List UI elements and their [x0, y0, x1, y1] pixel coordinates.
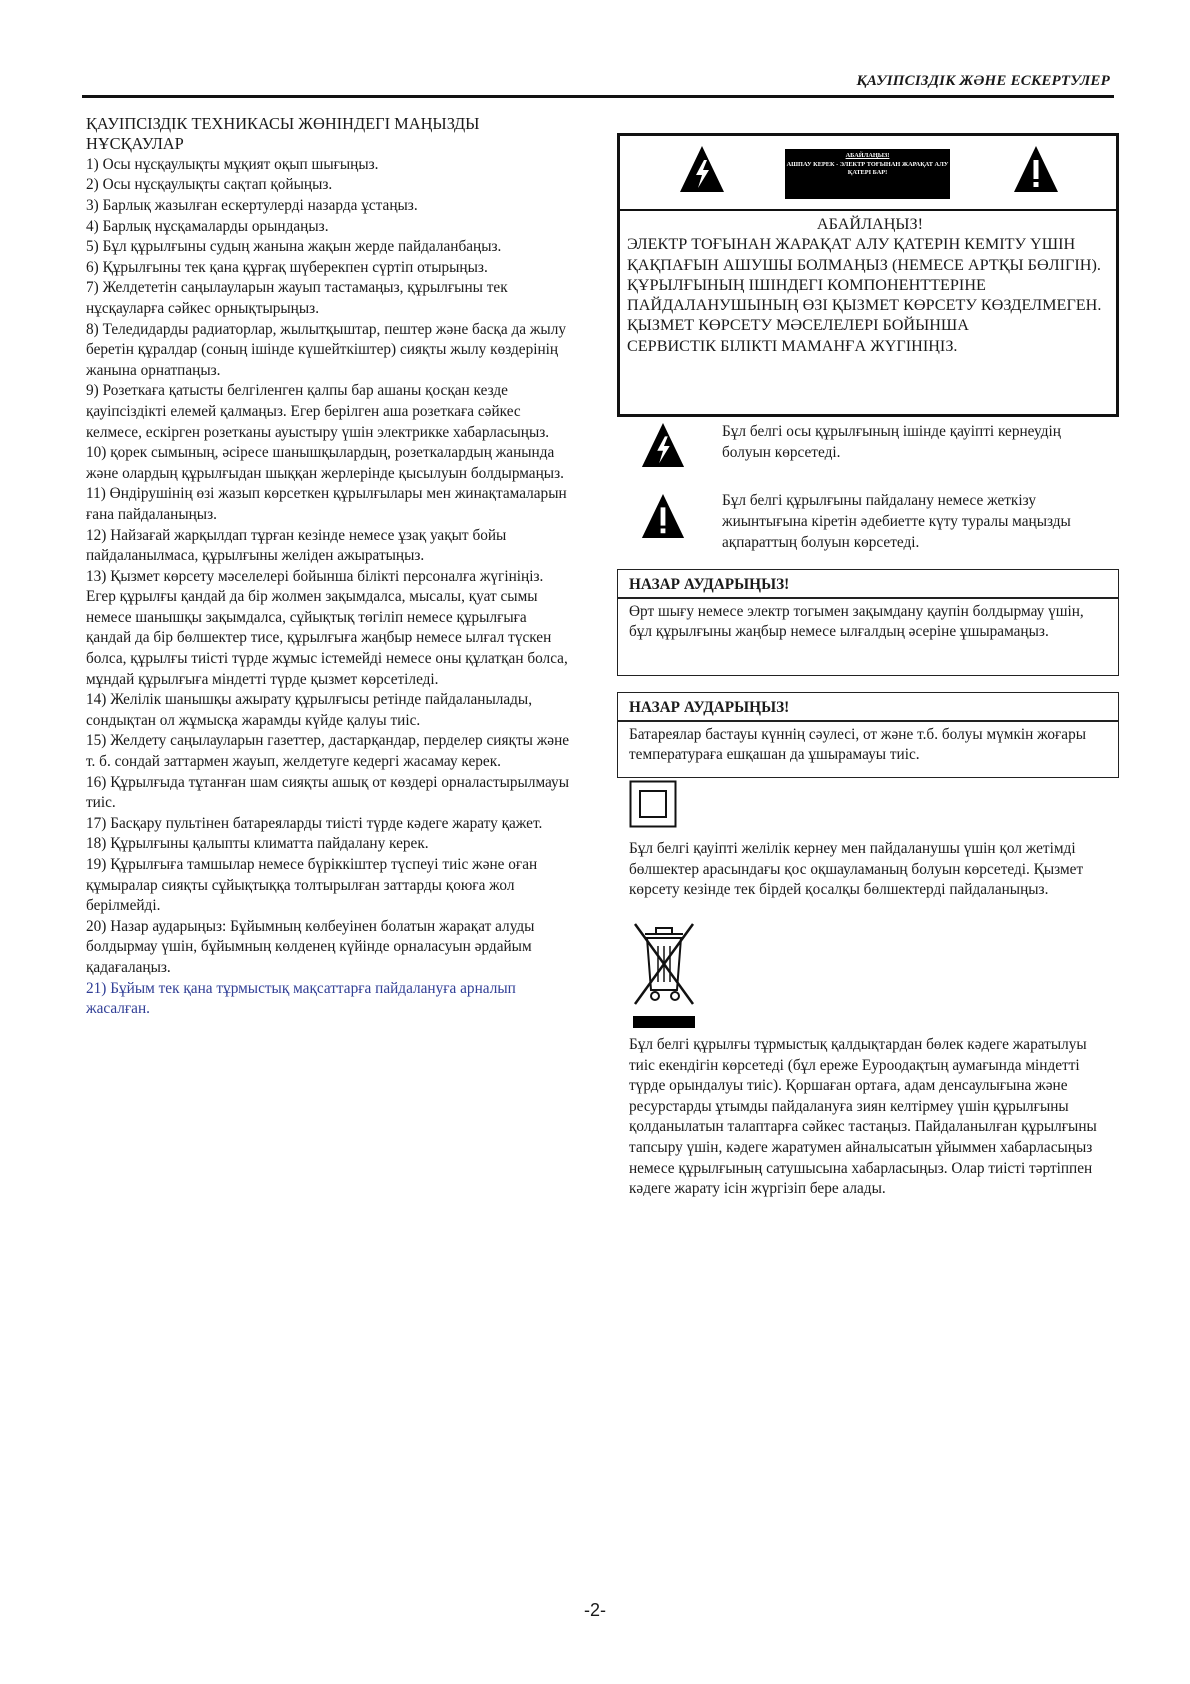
instruction-item: 9) Розеткаға қатысты белгіленген қалпы бар ашаны қосқан кезде қауіпсіздікті елемей қалмаңыз. Егер берілген аша розеткаға сәйкес келмесе, ескірген розетканы ауыстыру үшін электрикке хабарласыңыз.: [86, 382, 550, 441]
page-number: -2-: [584, 1600, 606, 1620]
caution-line: СЕРВИСТІК БІЛІКТІ МАМАНҒА ЖҮГІНІҢІЗ.: [627, 336, 958, 355]
caution-line: ҚҰРЫЛҒЫНЫҢ ІШІНДЕГІ КОМПОНЕНТТЕРІНЕ ПАЙДАЛАНУШЫНЫҢ ӨЗІ ҚЫЗМЕТ КӨРСЕТУ КӨЗДЕЛМЕГЕН. ҚЫЗМЕТ КӨРСЕТУ МӘСЕЛЕЛЕРІ БОЙЫНША: [627, 275, 1102, 335]
crossed-bin-icon: [629, 920, 699, 1030]
caution-label-title: АБАЙЛАҢЫЗ!: [845, 152, 890, 159]
notice-text: Батареялар бастауы күннің сәулесі, от және т.б. болуы мүмкін жоғары температураға ешқашан да ұшырамауы тиіс.: [629, 725, 1087, 764]
notice-box-batteries: [617, 692, 1119, 778]
exclamation-warning-icon: [1012, 144, 1060, 194]
instruction-item: 13) Қызмет көрсету мәселелері бойынша білікті персоналға жүгініңіз. Егер құрылғы қандай да бір жолмен зақымдалса, мысалы, қуат сымы немесе шанышқы зақымдалса, сұйықтық төгіліп немесе құрылғыға қандай да бір бөлшектер тисе, құрылғыға жаңбыр немесе ылғал түскен болса, құрылғы тиісті түрде жұмыс істемейді немесе оны құлатқан болса, мұндай құрылғыға міндетті түрде қызмет көрсетіледі.: [86, 567, 568, 688]
instruction-item-household-use: 21) Бұйым тек қана тұрмыстық мақсаттарға пайдалануға арналып жасалған.: [86, 979, 516, 1018]
instruction-item: 1) Осы нұсқаулықты мұқият оқып шығыңыз.: [86, 155, 379, 173]
lightning-symbol-text: Бұл белгі осы құрылғының ішінде қауіпті кернеудің болуын көрсетеді.: [722, 423, 1061, 462]
lightning-warning-icon: [678, 144, 726, 194]
caution-box-symbol-row: [620, 136, 1116, 209]
caution-box: [617, 133, 1119, 417]
instruction-item: 5) Бұл құрылғыны судың жанына жақын жерде пайдаланбаңыз.: [86, 238, 502, 256]
instruction-item: 14) Желілік шанышқы ажырату құрылғысы ретінде пайдаланылады, сондықтан ол жұмысқа жарамды күйде қалуы тиіс.: [86, 691, 533, 729]
notice-text: Өрт шығу немесе электр тогымен зақымдану қаупін болдырмау үшін, бұл құрылғыны жаңбыр немесе ылғалдың әсеріне ұшырамаңыз.: [629, 602, 1084, 641]
instruction-item: 6) Құрылғыны тек қана құрғақ шүберекпен сүртіп отырыңыз.: [86, 258, 488, 276]
instruction-item: 3) Барлық жазылған ескертулерді назарда ұстаңыз.: [86, 197, 418, 214]
instruction-item: 11) Өндірушінің өзі жазып көрсеткен құрылғылары мен жинақтамаларын ғана пайдаланыңыз.: [86, 485, 567, 523]
instruction-item: 2) Осы нұсқаулықты сақтап қойыңыз.: [86, 176, 333, 194]
instruction-item: 7) Желдететін саңылауларын жауып тастамаңыз, құрылғыны тек нұсқауларға сәйкес орнықтырыңыз.: [86, 279, 508, 317]
instruction-item: 19) Құрылғыға тамшылар немесе бүріккіштер түспеуі тиіс және оған құмыралар сияқты сұйықтыққа толтырылған заттарды қоюға жол берілмейді.: [86, 856, 538, 915]
instruction-item: 20) Назар аударыңыз: Бұйымның көлбеуінен болатын жарақат алуды болдырмау үшін, бұйымның көлденең күйінде орналасуын әрдайым қадағалаңыз.: [86, 917, 535, 976]
instruction-item: 18) Құрылғыны қалыпты климатта пайдалану керек.: [86, 835, 429, 853]
lightning-warning-icon: [640, 421, 686, 469]
caution-heading: АБАЙЛАҢЫЗ!: [816, 215, 924, 233]
notice-title: НАЗАР АУДАРЫҢЫЗ!: [629, 576, 790, 593]
instruction-item: 4) Барлық нұсқамаларды орындаңыз.: [86, 217, 329, 235]
instruction-item: 16) Құрылғыда тұтанған шам сияқты ашық от көздері орналастырылмауы тиіс.: [86, 773, 569, 812]
notice-divider: [618, 597, 1118, 599]
instruction-item: 12) Найзағай жарқылдап тұрған кезінде немесе ұзақ уақыт бойы пайдаланылмаса, құрылғыны желіден ажыратыңыз.: [86, 526, 507, 565]
notice-box-moisture: [617, 569, 1119, 676]
safety-instructions-list: [86, 114, 574, 1020]
caution-line: ЭЛЕКТР ТОҒЫНАН ЖАРАҚАТ АЛУ ҚАТЕРІН КЕМІТУ ҮШІН: [627, 235, 1076, 254]
exclamation-symbol-text: Бұл белгі құрылғыны пайдалану немесе жеткізу жиынтығына кіретін әдебиетте күту туралы маңызды ақпараттың болуын көрсетеді.: [722, 492, 1071, 552]
instruction-item: 10) қорек сымының, әсіресе шанышқылардың, розеткалардың жанында және олардың құрылғыдан шыққан жерлерінде қысылуын болдырмаңыз.: [86, 444, 564, 482]
notice-title: НАЗАР АУДАРЫҢЫЗ!: [629, 699, 790, 716]
instruction-item: 15) Желдету саңылауларын газеттер, дастарқандар, перделер сияқты және т. б. сондай заттармен жауып, желдетуге кедергі жасамау керек.: [86, 732, 570, 771]
weee-disposal-text: Бұл белгі құрылғы тұрмыстық қалдықтардан бөлек кәдеге жаратылуы тиіс екендігін көрсетеді (бұл ереже Еуроодақтың аумағында міндетті түрде орындалуы тиіс). Қоршаған ортаға, адам денсаулығына және ресурстарды ұтымды пайдалануға зиян келтірмеу үшін құрылғыны қолданылатын талаптарға сәйкес тастаңыз. Пайдаланылған құрылғыны тапсыру үшін, кәдеге жаратумен айналысатын ұйыммен хабарласыңыз немесе құрылғының сатушысына хабарласыңыз. Олар тиісті тәртіппен кәдеге жарату ісін жүргізіп бере алады.: [629, 1036, 1097, 1198]
instruction-item: 8) Теледидарды радиаторлар, жылытқыштар, пештер және басқа да жылу беретін құралдар (соның ішінде күшейткіштер) сияқты жылу көздерінің жанына орнатпаңыз.: [86, 320, 566, 379]
caution-label-text: АШПАУ КЕРЕК - ЭЛЕКТР ТОҒЫНАН ЖАРАҚАТ АЛУ ҚАТЕРІ БАР!: [786, 160, 949, 176]
notice-divider: [618, 720, 1118, 722]
header-divider: [82, 95, 1114, 98]
double-insulation-icon: [629, 780, 677, 828]
section-header-title: ҚАУІПСІЗДІК ЖӘНЕ ЕСКЕРТУЛЕР: [856, 73, 1110, 89]
instruction-item: 17) Басқару пультінен батареяларды тиісті түрде кәдеге жарату қажет.: [86, 814, 543, 832]
caution-line: ҚАҚПАҒЫН АШУШЫ БОЛМАҢЫЗ (НЕМЕСЕ АРТҚЫ БӨЛІГІН).: [627, 255, 1101, 274]
caution-label: [785, 149, 950, 199]
instructions-title: ҚАУІПСІЗДІК ТЕХНИКАСЫ ЖӨНІНДЕГІ МАҢЫЗДЫ НҰСҚАУЛАР: [86, 114, 480, 154]
caution-box-text: [627, 214, 1113, 356]
caution-box-divider: [620, 209, 1116, 211]
exclamation-warning-icon: [640, 492, 686, 540]
double-insulation-text: Бұл белгі қауіпті желілік кернеу мен пайдаланушы үшін қол жетімді бөлшектер арасындағы қос оқшауламаның болуын көрсетеді. Қызмет көрсету кезінде тек бірдей қосалқы бөлшектерді пайдаланыңыз.: [629, 840, 1084, 899]
